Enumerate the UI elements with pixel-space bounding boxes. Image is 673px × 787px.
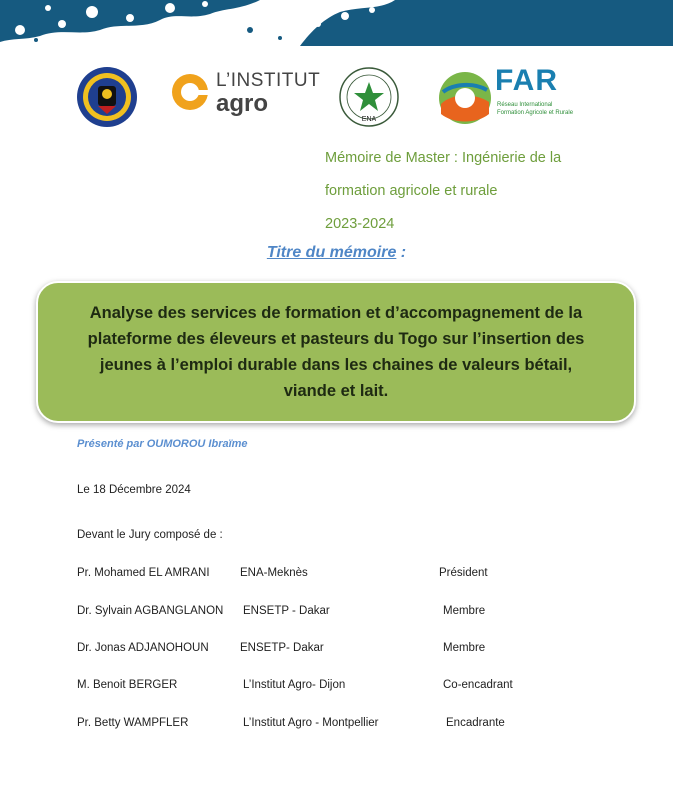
thesis-title-label-suffix: : [396,244,407,261]
university-seal-logo [76,66,138,128]
far-logo-main: FAR [495,64,558,97]
defense-date: Le 18 Décembre 2024 [77,484,191,496]
institut-agro-icon [170,72,210,112]
thesis-title-line-3: jeunes à l’emploi durable dans les chaines de valeurs bétail, [99,356,573,374]
jury-member-name: Dr. Jonas ADJANOHOUN [77,642,209,654]
jury-member-role: Membre [443,642,486,654]
jury-member-institution: L’Institut Agro - Montpellier [243,717,379,729]
jury-row [0,679,673,697]
jury-member-institution: L’Institut Agro- Dijon [243,679,346,691]
top-banner-graphic [0,0,673,46]
jury-member-role: Co-encadrant [443,679,513,691]
far-logo-sub2: Formation Agricole et Rurale [497,110,574,116]
thesis-title-line-4: viande et lait. [283,382,389,400]
thesis-title-label [0,244,673,262]
institut-agro-line2: agro [216,90,269,117]
jury-row [0,605,673,623]
author-line: Présenté par OUMOROU Ibraïme [77,438,248,450]
jury-member-name: Pr. Betty WAMPFLER [77,717,189,729]
jury-member-role: Encadrante [446,717,505,729]
thesis-title-label-text: Titre du mémoire [266,244,397,261]
thesis-title-line-2: plateforme des éleveurs et pasteurs du Togo sur l’insertion des [87,330,585,348]
thesis-title-box [36,281,636,423]
jury-member-role: Président [439,567,488,579]
ena-logo [338,66,400,128]
jury-member-institution: ENA-Meknès [240,567,308,579]
jury-member-institution: ENSETP - Dakar [243,605,330,617]
jury-member-institution: ENSETP- Dakar [240,642,324,654]
master-line-2: formation agricole et rurale [325,183,498,199]
institut-agro-logo [170,66,320,116]
jury-member-name: Dr. Sylvain AGBANGLANON [77,605,224,617]
ena-logo-text: ENA [361,116,377,123]
thesis-title-line-1: Analyse des services de formation et d’accompagnement de la [89,304,583,322]
logo-row [0,62,673,128]
jury-row [0,642,673,660]
jury-row [0,717,673,735]
master-line-1: Mémoire de Master : Ingénierie de la [325,150,562,166]
thesis-title-text [88,300,585,404]
institut-agro-line1: L’INSTITUT [216,70,321,91]
jury-member-name: Pr. Mohamed EL AMRANI [77,567,210,579]
jury-member-role: Membre [443,605,486,617]
far-logo [437,64,577,126]
jury-heading: Devant le Jury composé de : [77,529,223,541]
master-info [325,142,655,241]
master-line-3: 2023-2024 [325,216,395,232]
jury-member-name: M. Benoit BERGER [77,679,178,691]
far-globe-icon [437,70,493,126]
far-logo-sub1: Réseau International [497,102,553,108]
jury-row [0,567,673,585]
